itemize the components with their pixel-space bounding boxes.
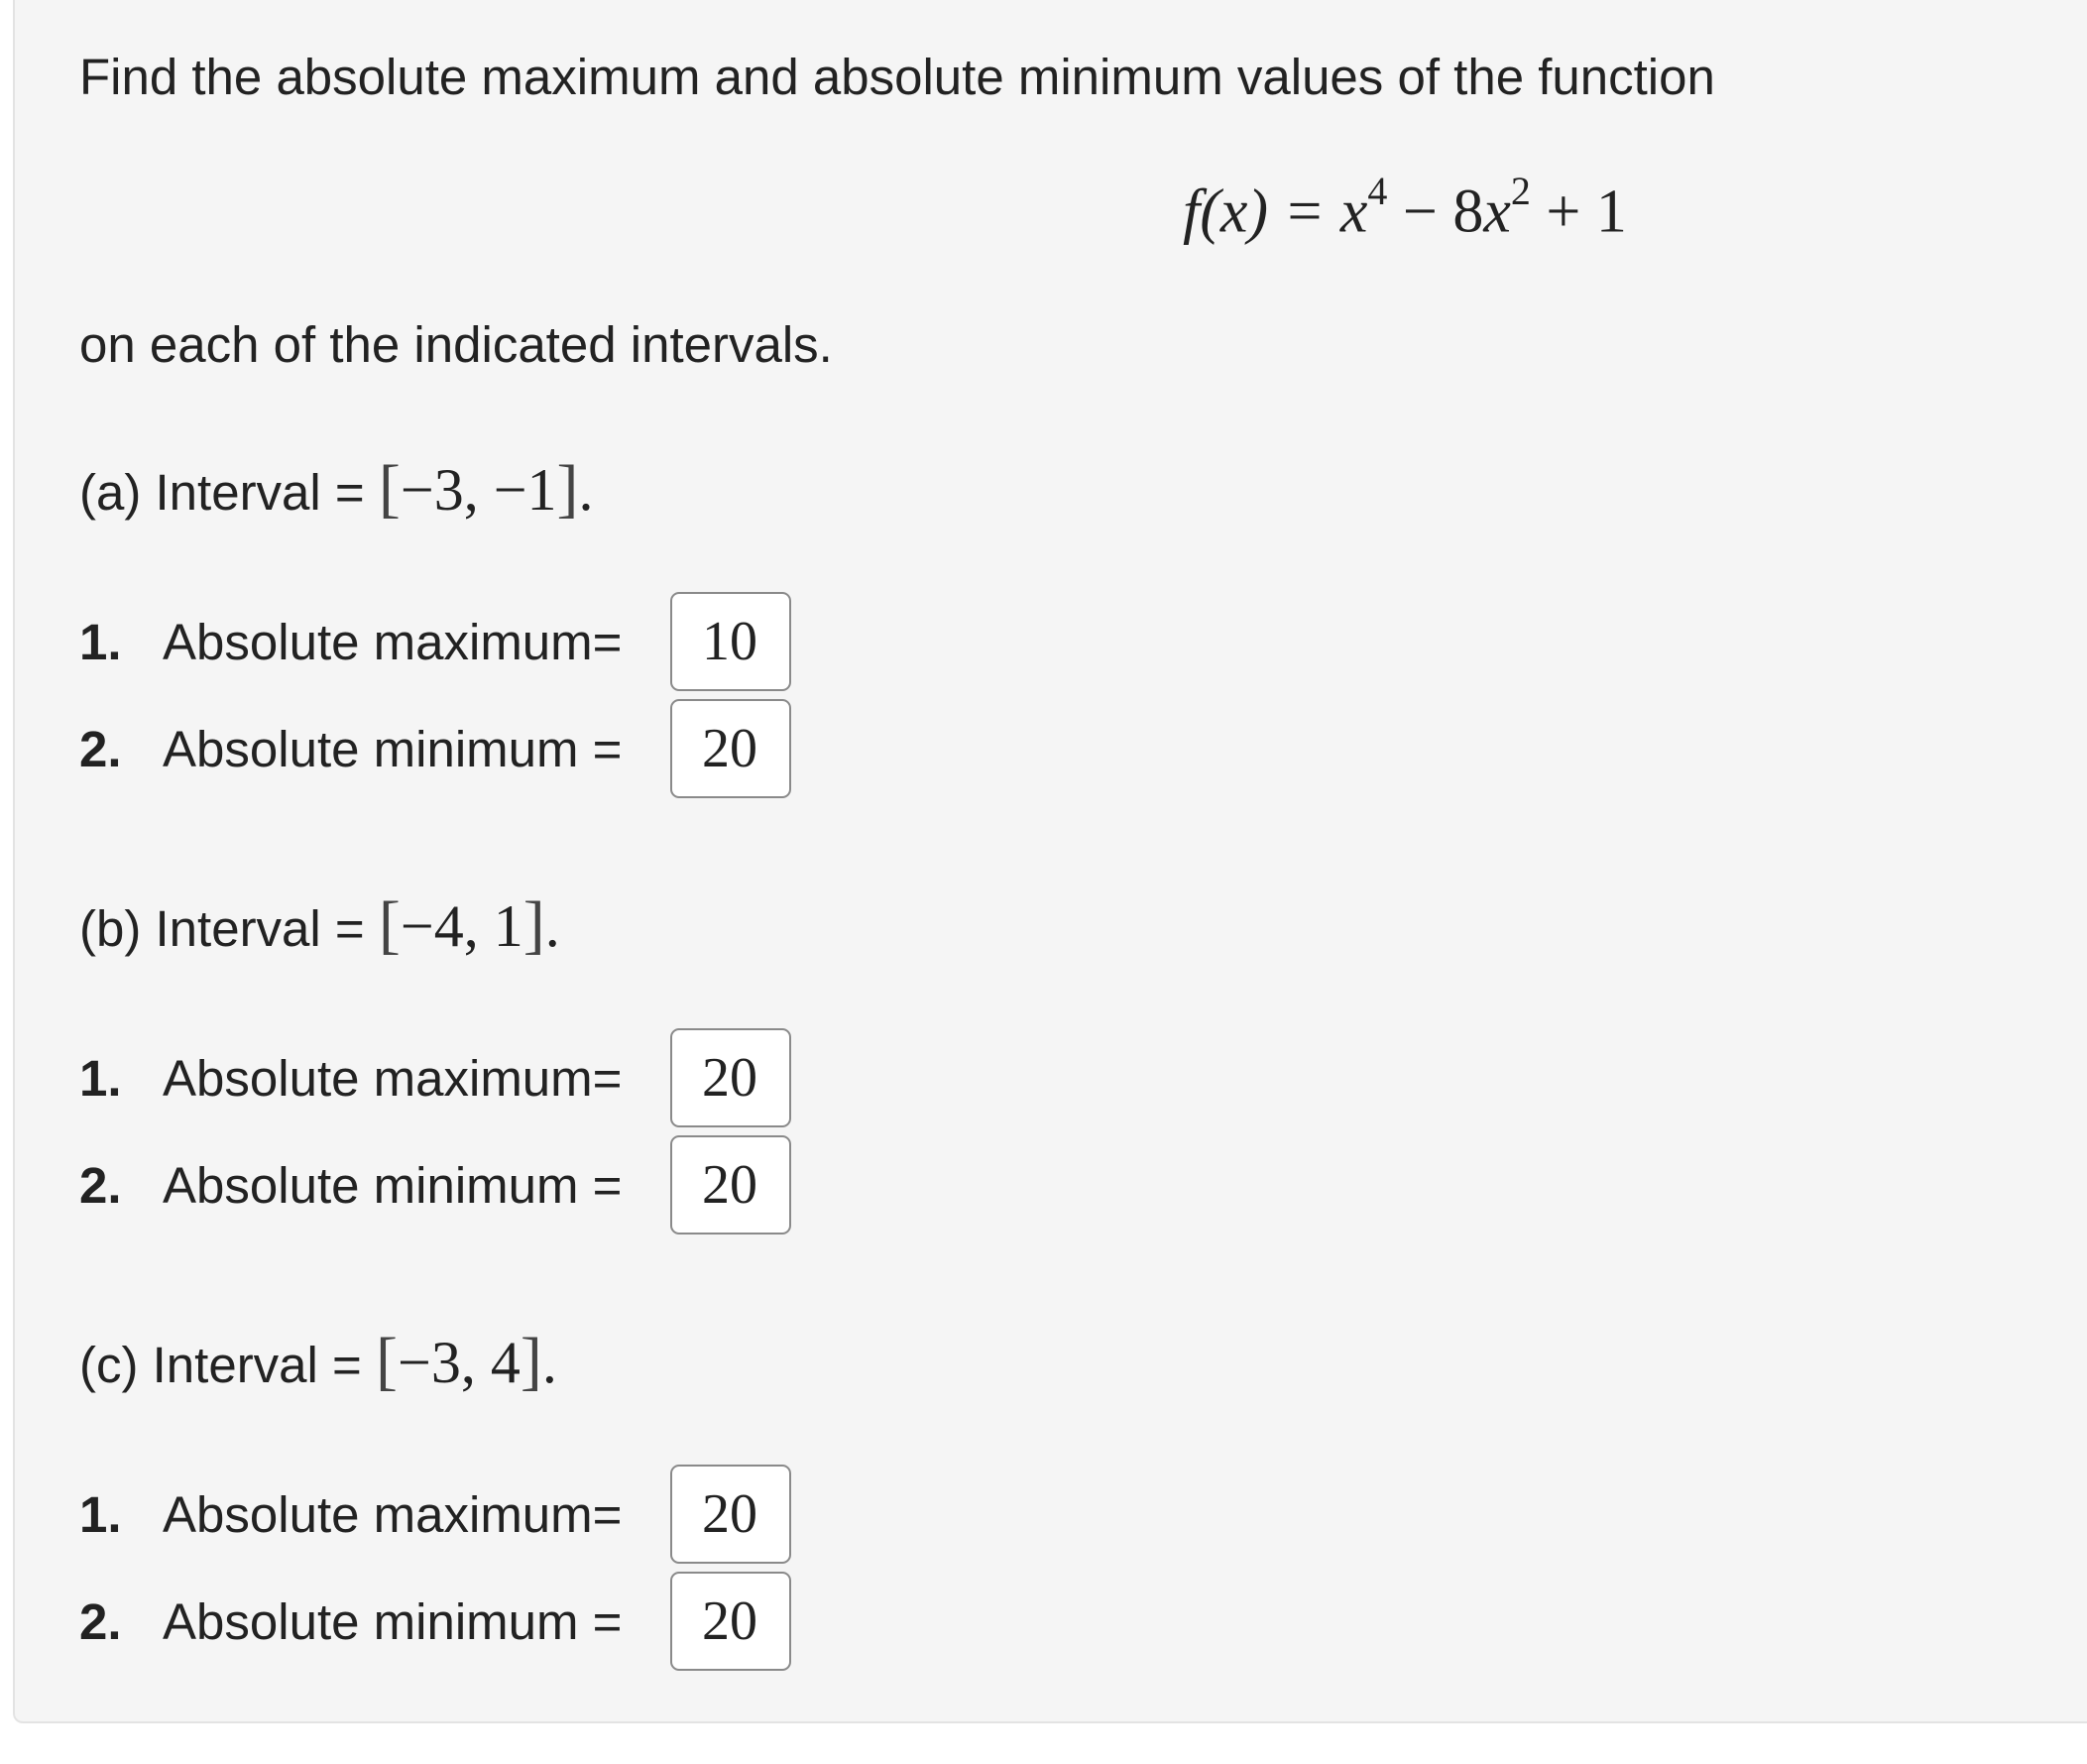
formula-tail: + 1 (1530, 177, 1627, 246)
formula-x2: x (1483, 177, 1511, 246)
part-c-close-bracket: ] (520, 1325, 542, 1397)
part-c-label (79, 1324, 557, 1399)
part-a-min-input[interactable] (670, 699, 791, 798)
part-b-label-text: (b) Interval = (79, 900, 379, 957)
part-a-label-text: (a) Interval = (79, 464, 379, 521)
part-b-q2 (79, 1135, 622, 1235)
part-b-q1-number: 1. (79, 1049, 122, 1107)
part-b-q1 (79, 1028, 622, 1127)
part-c-q1-label: Absolute maximum= (163, 1485, 623, 1543)
problem-outro: on each of the indicated intervals. (79, 316, 833, 373)
part-a-label (79, 451, 594, 527)
part-b-min-input[interactable] (670, 1135, 791, 1235)
part-a-q1-label: Absolute maximum= (163, 613, 623, 670)
formula-middle: − 8 (1387, 177, 1484, 246)
part-b-q2-label: Absolute minimum = (163, 1156, 623, 1214)
part-a-q1-number: 1. (79, 613, 122, 670)
part-c-interval: −3, 4 (398, 1330, 521, 1395)
part-c-max-input[interactable] (670, 1465, 791, 1564)
part-c-label-text: (c) Interval = (79, 1337, 377, 1393)
part-a-q2 (79, 699, 622, 798)
formula-x1: x (1339, 177, 1368, 246)
part-c-period: . (541, 1330, 557, 1395)
part-b-label (79, 887, 560, 963)
part-b-max-input[interactable] (670, 1028, 791, 1127)
part-a-close-bracket: ] (556, 452, 579, 525)
part-c-q1-number: 1. (79, 1485, 122, 1543)
part-c-q2-label: Absolute minimum = (163, 1592, 623, 1650)
part-a-period: . (578, 457, 594, 523)
formula-exp2: 2 (1510, 169, 1531, 213)
function-formula (1183, 169, 1627, 248)
part-b-interval: −4, 1 (400, 893, 523, 959)
part-c-q1 (79, 1465, 622, 1564)
part-b-period: . (544, 893, 560, 959)
part-a-max-input[interactable] (670, 592, 791, 691)
formula-exp1: 4 (1367, 169, 1388, 213)
part-c-min-input[interactable] (670, 1572, 791, 1671)
part-b-q2-number: 2. (79, 1156, 122, 1214)
part-a-q1 (79, 592, 622, 691)
part-c-q2 (79, 1572, 622, 1671)
part-b-open-bracket: [ (378, 888, 401, 961)
question-panel (13, 0, 2087, 1723)
formula-lhs: f(x) = (1183, 177, 1340, 246)
part-c-q2-number: 2. (79, 1592, 122, 1650)
problem-intro: Find the absolute maximum and absolute minimum values of the function (79, 49, 1715, 105)
part-a-interval: −3, −1 (400, 457, 557, 523)
part-b-close-bracket: ] (522, 888, 545, 961)
part-a-q2-number: 2. (79, 720, 122, 777)
part-c-open-bracket: [ (376, 1325, 398, 1397)
part-b-q1-label: Absolute maximum= (163, 1049, 623, 1107)
part-a-open-bracket: [ (378, 452, 401, 525)
part-a-q2-label: Absolute minimum = (163, 720, 623, 777)
